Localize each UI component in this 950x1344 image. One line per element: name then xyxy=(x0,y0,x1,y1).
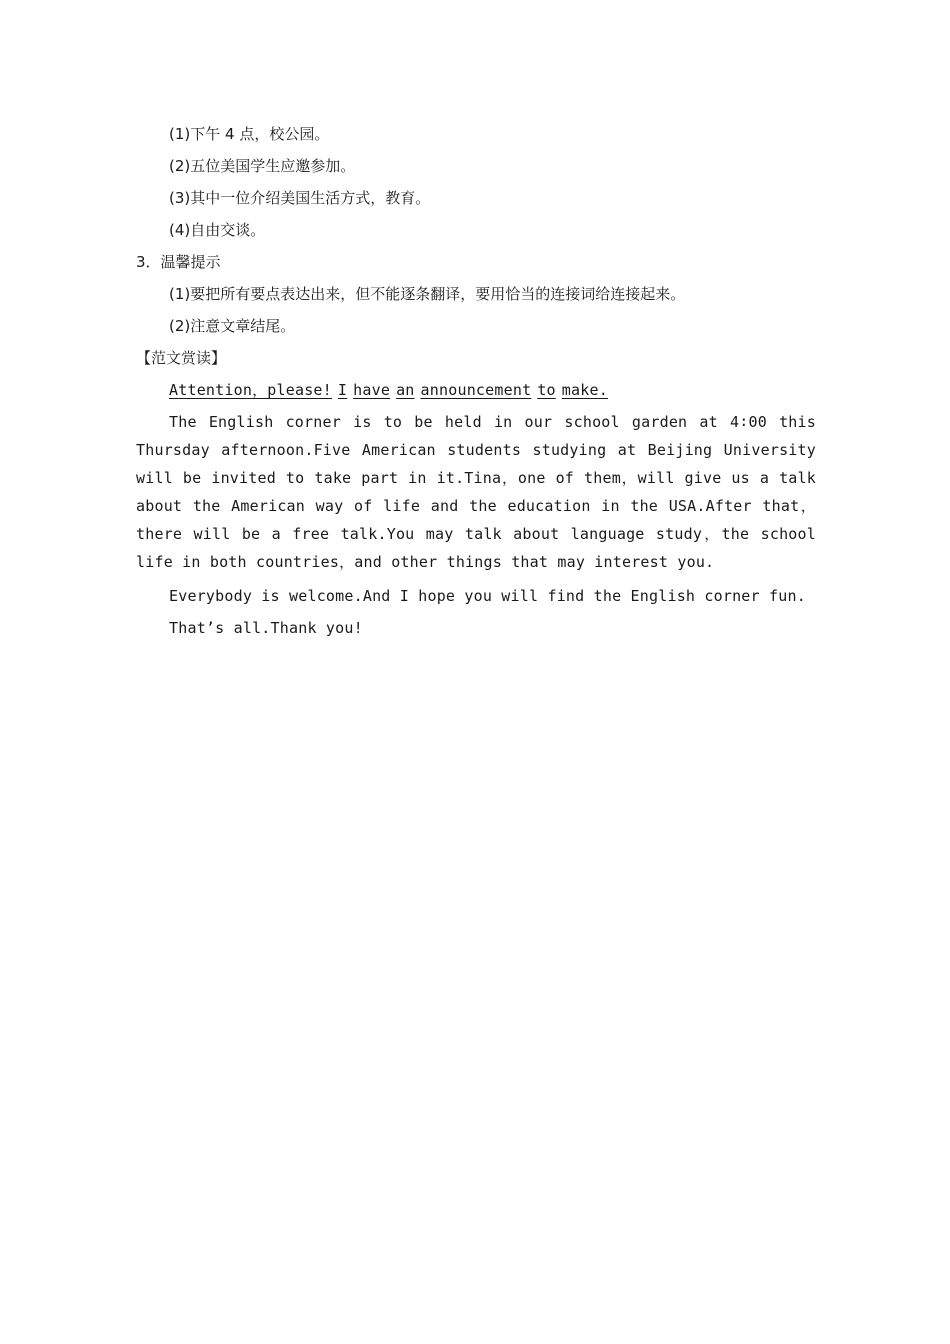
title-part-3: have xyxy=(353,381,391,399)
title-part-6: to xyxy=(537,381,556,399)
sample-paragraph-2: Everybody is welcome.And I hope you will find the English corner fun. xyxy=(169,587,806,605)
requirement-item-3: (3)其中一位介绍美国生活方式，教育。 xyxy=(169,189,431,207)
tips-list xyxy=(136,278,816,342)
sample-heading: 【范文赏读】 xyxy=(136,349,227,367)
document-page xyxy=(136,118,816,644)
title-part-7: make. xyxy=(561,381,608,399)
title-part-2: I xyxy=(337,381,348,399)
tips-heading: 3．温馨提示 xyxy=(136,253,221,271)
requirement-item-1: (1)下午 4 点，校公园。 xyxy=(169,125,330,143)
title-part-1: Attention，please! xyxy=(169,381,332,399)
sample-paragraph-3: That’s all.Thank you! xyxy=(169,619,363,637)
requirements-list xyxy=(136,118,816,246)
title-part-4: an xyxy=(396,381,415,399)
requirement-item-4: (4)自由交谈。 xyxy=(169,221,266,239)
sample-paragraph-1: The English corner is to be held in our school garden at 4∶00 this Thursday afternoon.Five American students studying at Beijing University will be invited to take part in it.Tina，one of them，will give us a talk about the American way of life and the education in the USA.After that，there will be a free talk.You may talk about language study，the school life in both countries，and other things that may interest you. xyxy=(136,413,816,571)
title-part-5: announcement xyxy=(420,381,532,399)
tip-item-2: (2)注意文章结尾。 xyxy=(169,317,296,335)
tip-item-1: (1)要把所有要点表达出来，但不能逐条翻译，要用恰当的连接词给连接起来。 xyxy=(169,285,686,303)
requirement-item-2: (2)五位美国学生应邀参加。 xyxy=(169,157,356,175)
sample-title xyxy=(136,374,816,406)
